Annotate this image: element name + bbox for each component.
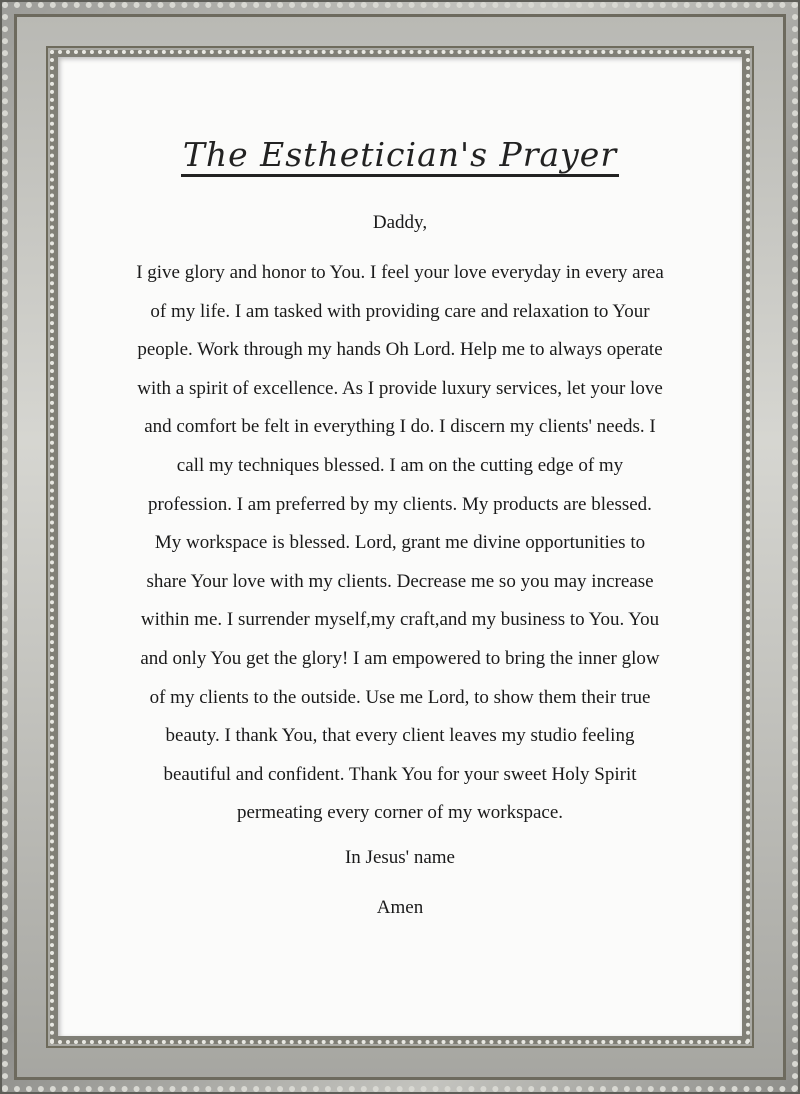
prayer-title	[58, 135, 742, 174]
prayer-line: and only You get the glory! I am empowered to bring the inner glow	[140, 647, 660, 669]
prayer-line: call my techniques blessed. I am on the cutting edge of my	[176, 454, 624, 476]
prayer-line: of my life. I am tasked with providing care and relaxation to Your	[150, 300, 650, 322]
prayer-line: share Your love with my clients. Decrease me so you may increase	[146, 570, 654, 592]
prayer-line: within me. I surrender myself,my craft,and my business to You. You	[140, 609, 660, 631]
prayer-line: beauty. I thank You, that every client leaves my studio feeling	[165, 725, 635, 747]
prayer-line: beautiful and confident. Thank You for your sweet Holy Spirit	[163, 763, 637, 785]
greeting: Daddy,	[372, 212, 428, 233]
amen-line: Amen	[376, 897, 424, 918]
prayer-body	[58, 254, 742, 833]
prayer-line: of my clients to the outside. Use me Lord, to show them their true	[149, 686, 651, 708]
prayer-paper	[58, 57, 742, 1036]
prayer-line: with a spirit of excellence. As I provide luxury services, let your love	[137, 377, 663, 399]
prayer-line: I give glory and honor to You. I feel your love everyday in every area	[136, 262, 664, 283]
prayer-line: and comfort be felt in everything I do. I discern my clients' needs. I	[144, 416, 656, 438]
prayer-line: profession. I am preferred by my clients. My products are blessed.	[148, 493, 652, 515]
prayer-line: people. Work through my hands Oh Lord. Help me to always operate	[137, 339, 663, 361]
prayer-line: My workspace is blessed. Lord, grant me divine opportunities to	[154, 532, 646, 554]
closing-line: In Jesus' name	[344, 847, 455, 868]
prayer-line: permeating every corner of my workspace.	[236, 802, 564, 824]
prayer-title-text: The Esthetician's Prayer	[181, 135, 619, 177]
